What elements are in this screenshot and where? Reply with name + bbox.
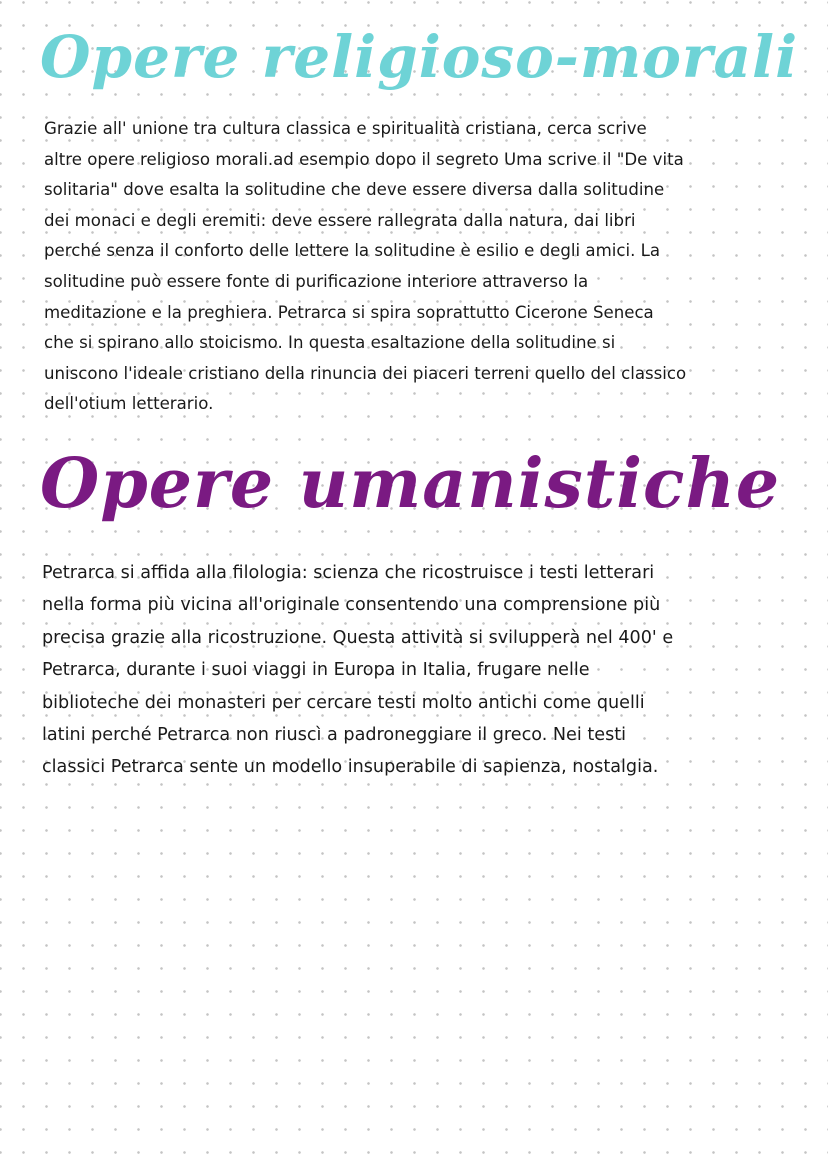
paragraph-religioso-morali xyxy=(44,114,789,420)
paragraph-umanistiche xyxy=(42,557,790,784)
text-line: uniscono l'ideale cristiano della rinuncia dei piaceri terreni quello del classico xyxy=(44,363,687,383)
text-line: Grazie all' unione tra cultura classica e spiritualità cristiana, cerca scrive xyxy=(44,119,647,138)
text-line: biblioteche dei monasteri per cercare testi molto antichi come quelli xyxy=(42,692,645,713)
text-line: perché senza il conforto delle lettere la solitudine è esilio e degli amici. La xyxy=(44,241,661,261)
text-line: precisa grazie alla ricostruzione. Questa attività si svilupperà nel 400' e xyxy=(42,627,674,648)
heading-opere-umanistiche: Opere umanistiche xyxy=(40,444,781,524)
text-line: Petrarca, durante i suoi viaggi in Europa in Italia, frugare nelle xyxy=(42,660,590,681)
text-line: solitaria" dove esalta la solitudine che deve essere diversa dalla solitudine xyxy=(44,180,665,200)
text-line: meditazione e la preghiera. Petrarca si spira soprattutto Cicerone Seneca xyxy=(44,302,654,322)
text-line: dell'otium letterario. xyxy=(44,394,214,414)
text-line: che si spirano allo stoicismo. In questa esaltazione della solitudine si xyxy=(44,333,616,353)
text-line: nella forma più vicina all'originale consentendo una comprensione più xyxy=(42,595,661,616)
text-line: altre opere religioso morali.ad esempio dopo il segreto Uma scrive il "De vita xyxy=(44,149,684,169)
text-line: latini perché Petrarca non riuscì a padroneggiare il greco. Nei testi xyxy=(42,725,627,746)
text-line: classici Petrarca sente un modello insuperabile di sapienza, nostalgia. xyxy=(42,757,659,778)
text-line: dei monaci e degli eremiti: deve essere rallegrata dalla natura, dai libri xyxy=(44,210,636,230)
heading-opere-religioso-morali: Opere religioso-morali xyxy=(40,23,799,91)
text-line: Petrarca si affida alla filologia: scienza che ricostruisce i testi letterari xyxy=(42,563,655,583)
text-line: solitudine può essere fonte di purificazione interiore attraverso la xyxy=(44,271,589,291)
